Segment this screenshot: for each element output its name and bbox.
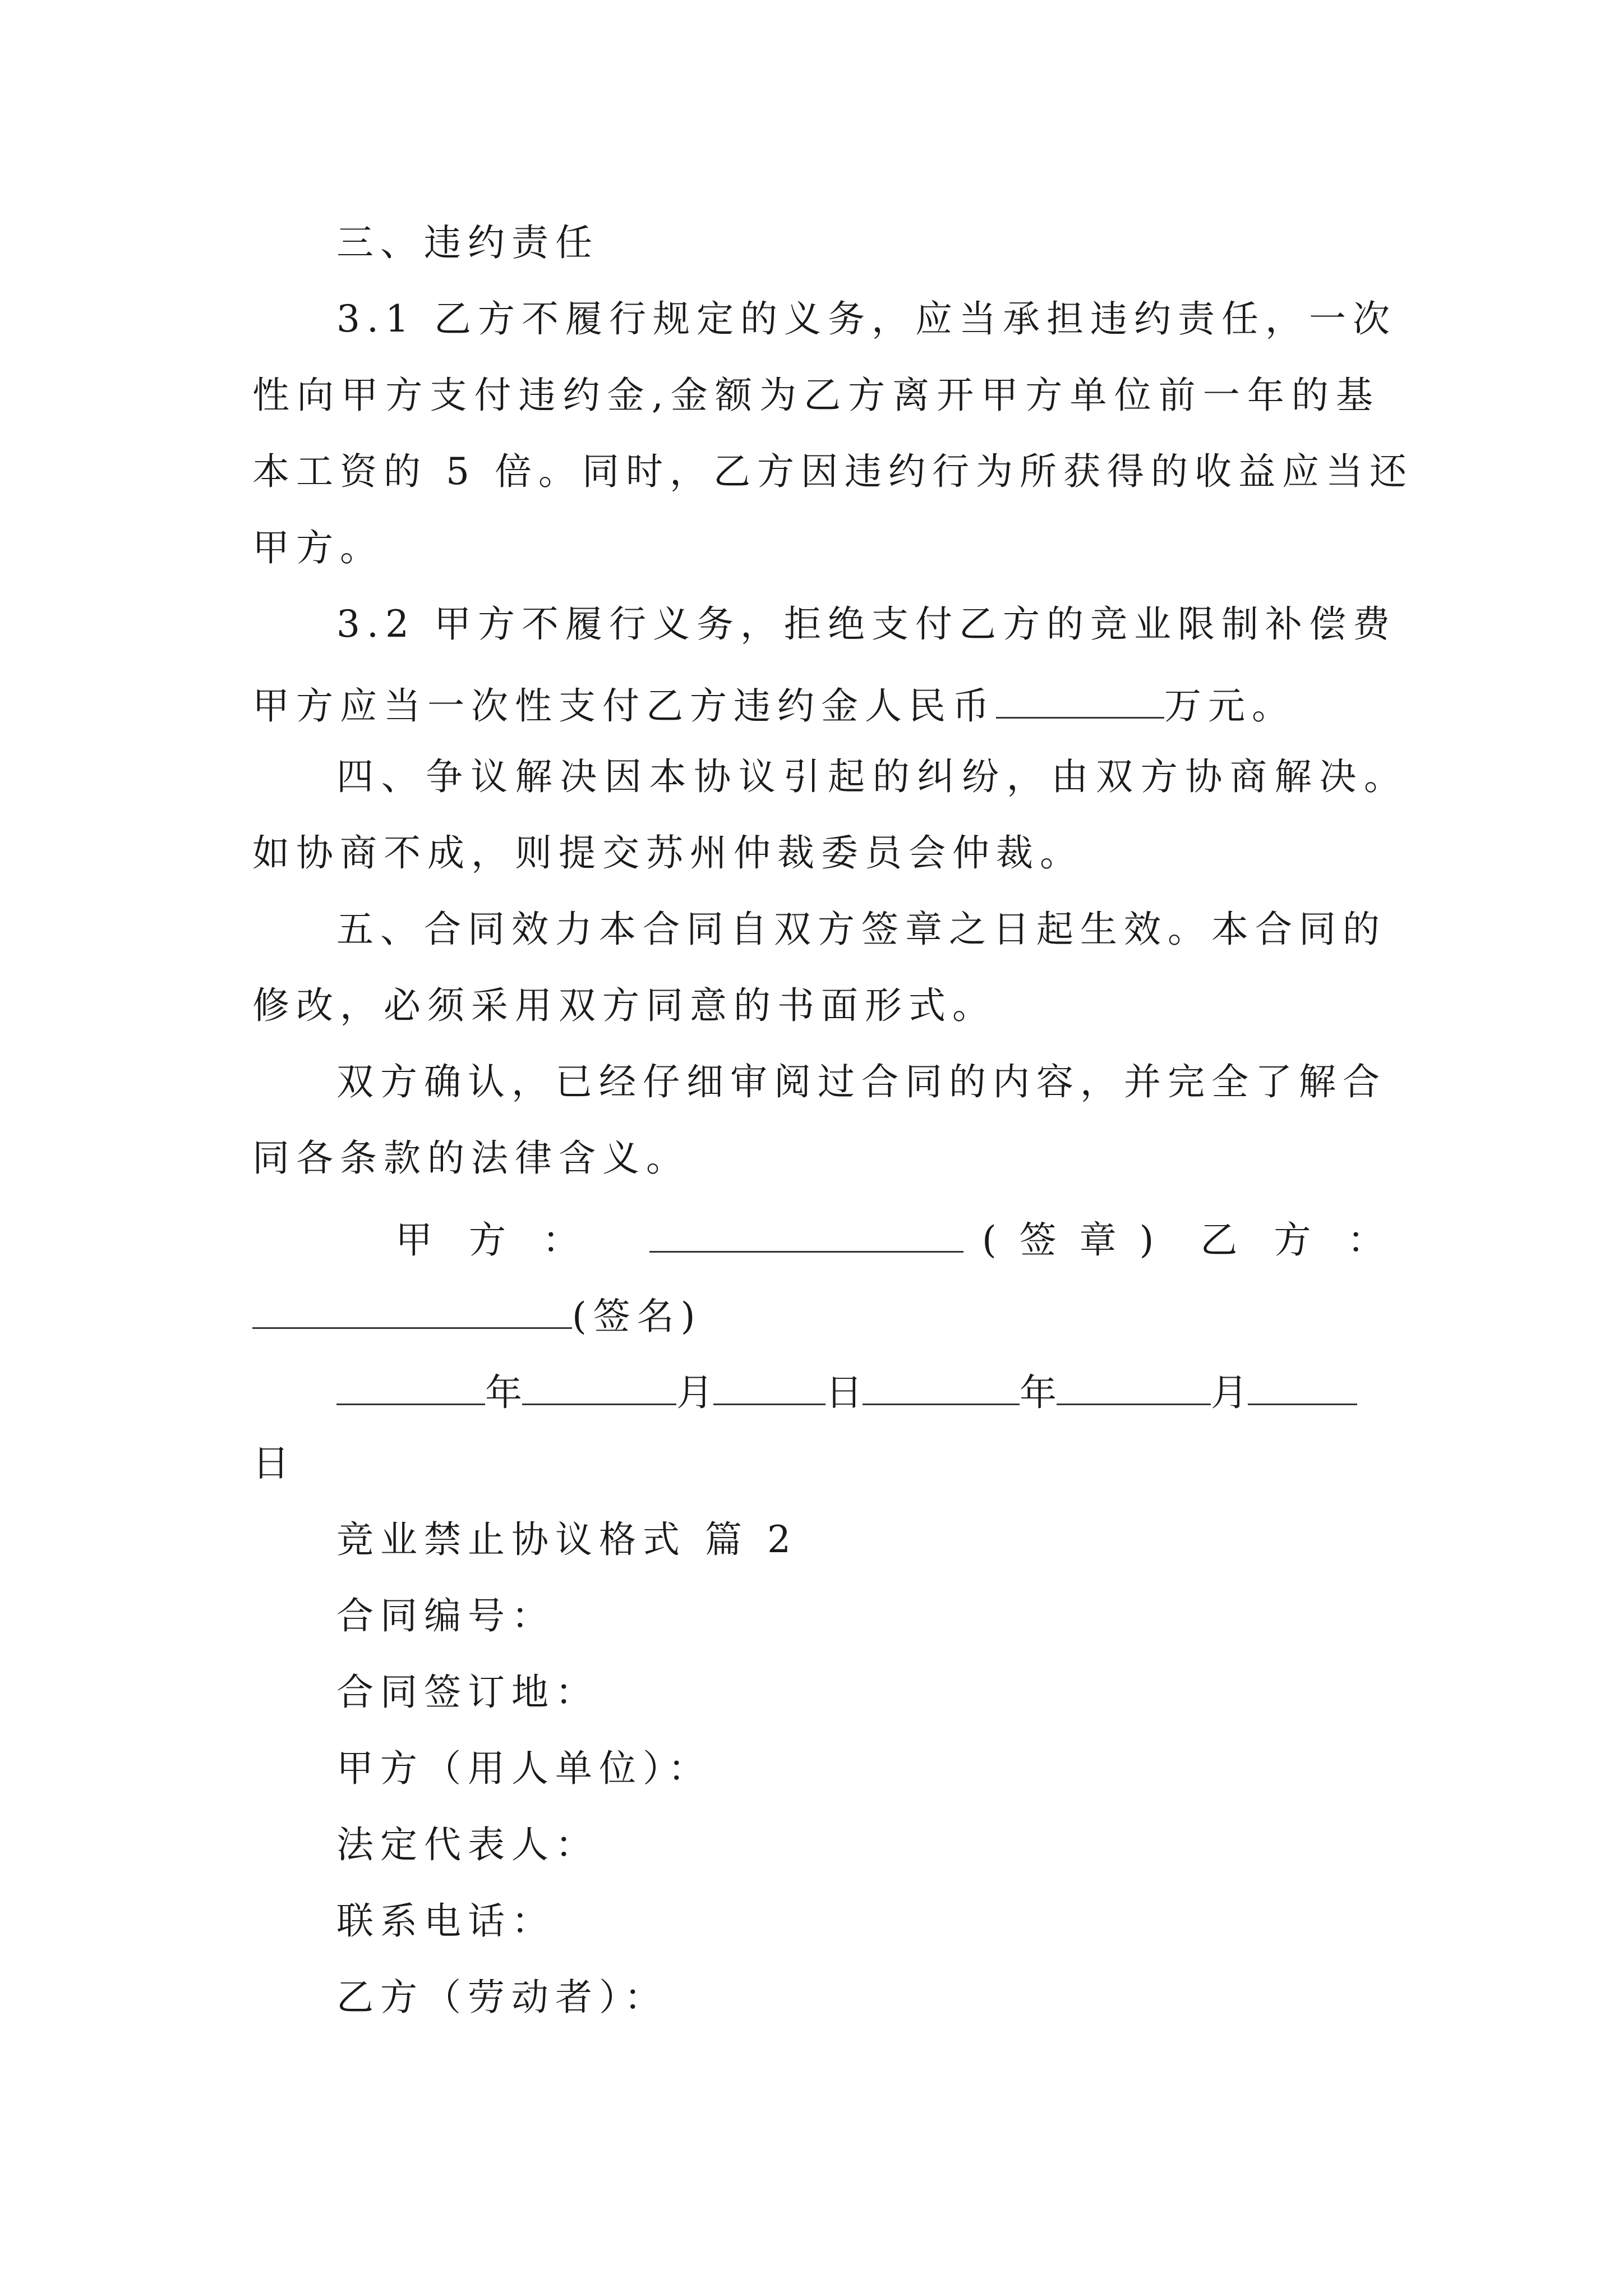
confirmation-line-2: 同各条款的法律含义。	[252, 1137, 690, 1180]
year-blank-b	[863, 1369, 1020, 1405]
month-label-b: 月	[1211, 1371, 1248, 1414]
field-signing-place: 合同签订地：	[336, 1671, 599, 1714]
year-label-b: 年	[1020, 1371, 1057, 1414]
sign-label: (签名)	[572, 1295, 702, 1338]
section-4-line-1: 四、争议解决因本协议引起的纠纷，由双方协商解决。	[336, 755, 1408, 798]
clause-3-2-line-2	[252, 682, 1295, 728]
day-label-a: 日	[826, 1371, 863, 1414]
amount-blank	[996, 682, 1164, 719]
date-row	[336, 1369, 1357, 1414]
field-party-b: 乙方（劳动者）：	[336, 1976, 668, 2019]
clause-3-2-unit: 万元。	[1164, 684, 1295, 728]
section-4-line-2: 如协商不成，则提交苏州仲裁委员会仲裁。	[252, 831, 1083, 875]
month-label-a: 月	[676, 1371, 713, 1414]
day-label-b: 日	[252, 1442, 296, 1485]
section-3-heading: 三、违约责任	[336, 221, 599, 264]
month-blank-b	[1057, 1369, 1211, 1405]
year-blank-a	[336, 1369, 485, 1405]
field-contract-number: 合同编号：	[336, 1594, 555, 1637]
day-blank-b	[1248, 1369, 1357, 1405]
field-legal-representative: 法定代表人：	[336, 1823, 599, 1866]
seal-label: ( 签 章 )	[981, 1218, 1160, 1262]
clause-3-1-line-1: 3.1 乙方不履行规定的义务，应当承担违约责任，一次	[336, 297, 1396, 341]
clause-3-1-line-2: 性向甲方支付违约金,金额为乙方离开甲方单位前一年的基	[252, 374, 1380, 417]
clause-3-1-line-4: 甲方。	[252, 526, 384, 569]
field-phone: 联系电话：	[336, 1899, 555, 1943]
party-b-blank	[252, 1292, 572, 1329]
clause-3-2-text: 甲方应当一次性支付乙方违约金人民币	[252, 684, 996, 728]
confirmation-line-1: 双方确认，已经仔细审阅过合同的内容，并完全了解合	[336, 1060, 1386, 1103]
section-5-line-1: 五、合同效力本合同自双方签章之日起生效。本合同的	[336, 908, 1386, 951]
party-b-sign-row	[252, 1292, 702, 1338]
party-a-blank	[649, 1216, 963, 1253]
party-a-label: 甲 方 ：	[395, 1218, 592, 1262]
party-b-label: 乙 方 ：	[1200, 1218, 1397, 1262]
clause-3-2-line-1: 3.2 甲方不履行义务，拒绝支付乙方的竞业限制补偿费	[336, 602, 1396, 646]
section-5-line-2: 修改，必须采用双方同意的书面形式。	[252, 984, 996, 1027]
field-party-a: 甲方（用人单位）：	[336, 1747, 712, 1790]
signature-row	[395, 1216, 1397, 1262]
year-label-a: 年	[485, 1371, 522, 1414]
clause-3-1-line-3: 本工资的 5 倍。同时，乙方因违约行为所获得的收益应当还	[252, 450, 1413, 493]
month-blank-a	[522, 1369, 676, 1405]
day-blank-a	[713, 1369, 826, 1405]
part-2-title: 竞业禁止协议格式 篇 2	[336, 1518, 797, 1561]
